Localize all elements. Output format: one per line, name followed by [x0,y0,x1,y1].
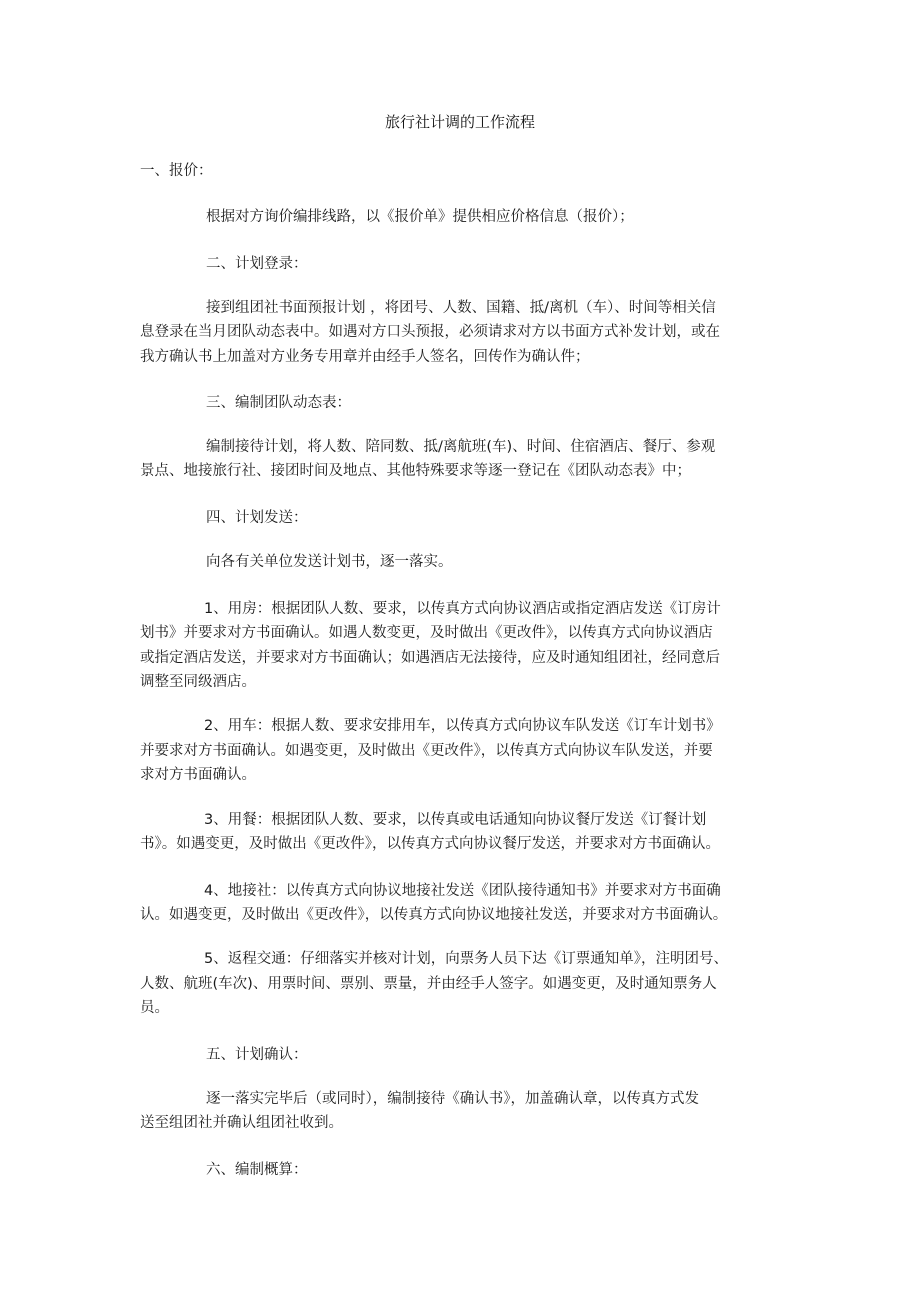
item-return-transport-line: 人数、航班(车次)、用票时间、票别、票量，并由经手人签字。如遇变更，及时通知票务人 [140,976,717,992]
heading-budget: 六、编制概算： [206,1162,308,1178]
paragraph-quote: 根据对方询价编排线路，以《报价单》提供相应价格信息（报价）； [206,209,634,225]
paragraph-confirmation-line: 送至组团社并确认组团社收到。 [140,1115,343,1131]
heading-plan-registration: 二、计划登录： [206,256,308,272]
paragraph-plan-dispatch: 向各有关单位发送计划书，逐一落实。 [206,554,453,570]
paragraph-registration-line: 我方确认书上加盖对方业务专用章并由经手人签名，回传作为确认件； [140,349,590,365]
heading-team-schedule: 三、编制团队动态表： [206,395,351,411]
item-return-transport-line: 5、返程交通：仔细落实并核对计划，向票务人员下达《订票通知单》，注明团号、 [204,951,728,967]
heading-plan-confirmation: 五、计划确认： [206,1047,308,1063]
paragraph-team-schedule-line: 编制接待计划，将人数、陪同数、抵/离航班(车)、时间、住宿酒店、餐厅、参观 [206,439,716,455]
item-vehicle-line: 求对方书面确认。 [140,767,256,783]
paragraph-confirmation-line: 逐一落实完毕后（或同时），编制接待《确认书》，加盖确认章，以传真方式发 [206,1091,699,1107]
item-local-agency-line: 4、地接社：以传真方式向协议地接社发送《团队接待通知书》并要求对方书面确 [204,883,721,899]
item-meals-line: 书》。如遇变更，及时做出《更改件》，以传真方式向协议餐厅发送，并要求对方书面确认。 [140,836,720,852]
document-title: 旅行社计调的工作流程 [384,113,535,131]
item-lodging-line: 或指定酒店发送，并要求对方书面确认；如遇酒店无法接待，应及时通知组团社，经同意后 [140,650,720,666]
item-lodging-line: 划书》并要求对方书面确认。如遇人数变更，及时做出《更改件》，以传真方式向协议酒店 [140,625,713,641]
item-vehicle-line: 2、用车：根据人数、要求安排用车，以传真方式向协议车队发送《订车计划书》 [204,718,721,734]
item-meals-line: 3、用餐：根据团队人数、要求，以传真或电话通知向协议餐厅发送《订餐计划 [204,812,707,828]
paragraph-registration-line: 接到组团社书面预报计划 ，将团号、人数、国籍、抵/离机（车）、时间等相关信 [206,300,716,316]
item-return-transport-line: 员。 [140,1000,169,1016]
item-lodging-line: 1、用房：根据团队人数、要求，以传真方式向协议酒店或指定酒店发送《订房计 [204,601,721,617]
item-lodging-line: 调整至同级酒店。 [140,674,256,690]
item-local-agency-line: 认。如遇变更，及时做出《更改件》，以传真方式向协议地接社发送，并要求对方书面确认。 [140,907,728,923]
heading-quote: 一、报价： [140,163,213,179]
paragraph-registration-line: 息登录在当月团队动态表中。如遇对方口头预报，必须请求对方以书面方式补发计划，或在 [140,324,720,340]
item-vehicle-line: 并要求对方书面确认。如遇变更，及时做出《更改件》，以传真方式向协议车队发送，并要 [140,743,713,759]
paragraph-team-schedule-line: 景点、地接旅行社、接团时间及地点、其他特殊要求等逐一登记在《团队动态表》中； [140,463,691,479]
heading-plan-dispatch: 四、计划发送： [206,510,308,526]
